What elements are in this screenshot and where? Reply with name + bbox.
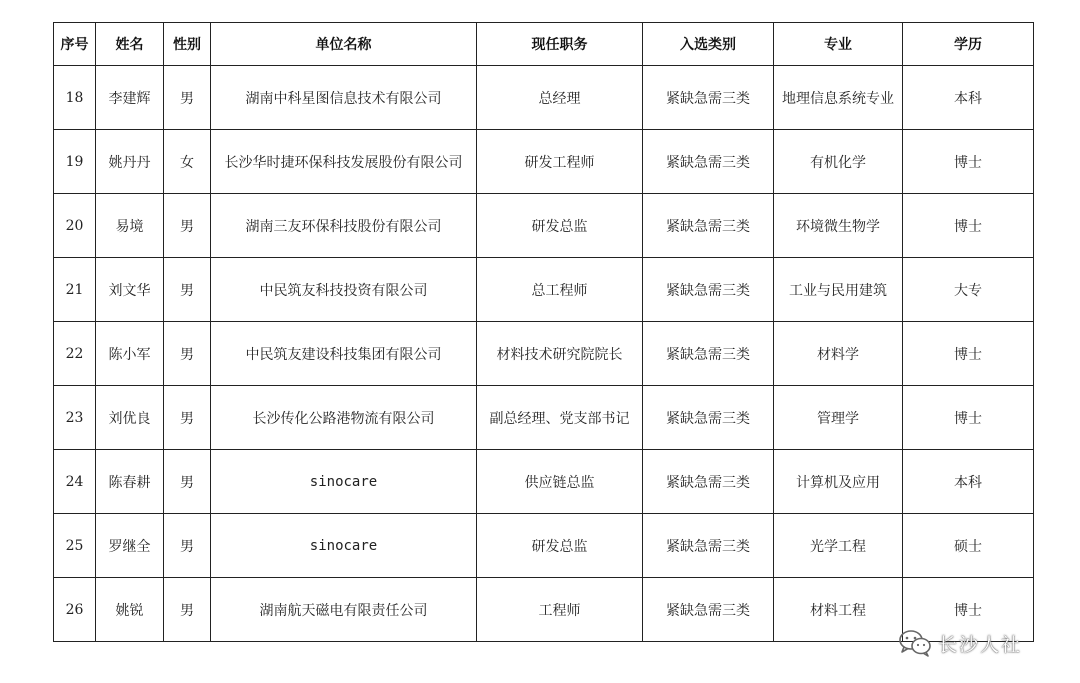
cell-education: 本科 [903,66,1034,130]
cell-education: 博士 [903,130,1034,194]
header-major: 专业 [774,23,903,66]
talent-roster-sheet [53,22,1033,642]
cell-category: 紧缺急需三类 [643,130,774,194]
cell-employer: 长沙传化公路港物流有限公司 [211,386,477,450]
cell-employer: 湖南中科星图信息技术有限公司 [211,66,477,130]
cell-index: 18 [54,66,96,130]
cell-name: 刘文华 [96,258,164,322]
cell-name: 陈小军 [96,322,164,386]
header-education: 学历 [903,23,1034,66]
cell-name: 陈春耕 [96,450,164,514]
cell-education: 博士 [903,578,1034,642]
cell-category: 紧缺急需三类 [643,450,774,514]
cell-gender: 女 [164,130,211,194]
cell-position: 副总经理、党支部书记 [477,386,643,450]
cell-name: 姚丹丹 [96,130,164,194]
cell-position: 研发工程师 [477,130,643,194]
table-row [54,386,1034,450]
cell-gender: 男 [164,578,211,642]
cell-education: 博士 [903,386,1034,450]
table-row [54,514,1034,578]
cell-name: 刘优良 [96,386,164,450]
table-row [54,258,1034,322]
cell-category: 紧缺急需三类 [643,258,774,322]
cell-position: 材料技术研究院院长 [477,322,643,386]
cell-index: 21 [54,258,96,322]
header-employer: 单位名称 [211,23,477,66]
cell-education: 博士 [903,194,1034,258]
table-row [54,322,1034,386]
cell-index: 25 [54,514,96,578]
header-position: 现任职务 [477,23,643,66]
cell-major: 光学工程 [774,514,903,578]
cell-gender: 男 [164,66,211,130]
cell-category: 紧缺急需三类 [643,386,774,450]
cell-employer: 中民筑友建设科技集团有限公司 [211,322,477,386]
cell-major: 有机化学 [774,130,903,194]
cell-employer: 湖南三友环保科技股份有限公司 [211,194,477,258]
cell-index: 23 [54,386,96,450]
cell-gender: 男 [164,258,211,322]
cell-major: 环境微生物学 [774,194,903,258]
cell-education: 博士 [903,322,1034,386]
cell-name: 李建辉 [96,66,164,130]
watermark-text: 长沙人社 [938,633,1023,656]
header-name: 姓名 [96,23,164,66]
watermark [898,626,1022,660]
cell-education: 硕士 [903,514,1034,578]
header-gender: 性别 [164,23,211,66]
cell-education: 本科 [903,450,1034,514]
cell-index: 20 [54,194,96,258]
cell-index: 22 [54,322,96,386]
cell-position: 工程师 [477,578,643,642]
cell-employer: sinocare [211,514,477,578]
table-row [54,578,1034,642]
cell-index: 19 [54,130,96,194]
cell-category: 紧缺急需三类 [643,578,774,642]
talent-roster-table [53,22,1034,642]
cell-position: 研发总监 [477,194,643,258]
cell-employer: 湖南航天磁电有限责任公司 [211,578,477,642]
cell-name: 易境 [96,194,164,258]
cell-major: 计算机及应用 [774,450,903,514]
cell-category: 紧缺急需三类 [643,514,774,578]
cell-gender: 男 [164,194,211,258]
cell-major: 工业与民用建筑 [774,258,903,322]
cell-category: 紧缺急需三类 [643,194,774,258]
cell-gender: 男 [164,386,211,450]
header-category: 入选类别 [643,23,774,66]
cell-gender: 男 [164,322,211,386]
cell-name: 姚锐 [96,578,164,642]
header-index: 序号 [54,23,96,66]
table-row [54,194,1034,258]
cell-category: 紧缺急需三类 [643,322,774,386]
cell-category: 紧缺急需三类 [643,66,774,130]
wechat-icon [898,629,932,657]
cell-index: 24 [54,450,96,514]
cell-gender: 男 [164,514,211,578]
cell-name: 罗继全 [96,514,164,578]
cell-employer: 长沙华时捷环保科技发展股份有限公司 [211,130,477,194]
cell-major: 地理信息系统专业 [774,66,903,130]
cell-major: 材料学 [774,322,903,386]
cell-position: 总经理 [477,66,643,130]
cell-position: 研发总监 [477,514,643,578]
cell-index: 26 [54,578,96,642]
cell-major: 材料工程 [774,578,903,642]
table-row [54,66,1034,130]
cell-employer: sinocare [211,450,477,514]
table-row [54,450,1034,514]
cell-position: 供应链总监 [477,450,643,514]
cell-major: 管理学 [774,386,903,450]
header-row [54,23,1034,66]
cell-gender: 男 [164,450,211,514]
table-row [54,130,1034,194]
cell-employer: 中民筑友科技投资有限公司 [211,258,477,322]
cell-education: 大专 [903,258,1034,322]
cell-position: 总工程师 [477,258,643,322]
